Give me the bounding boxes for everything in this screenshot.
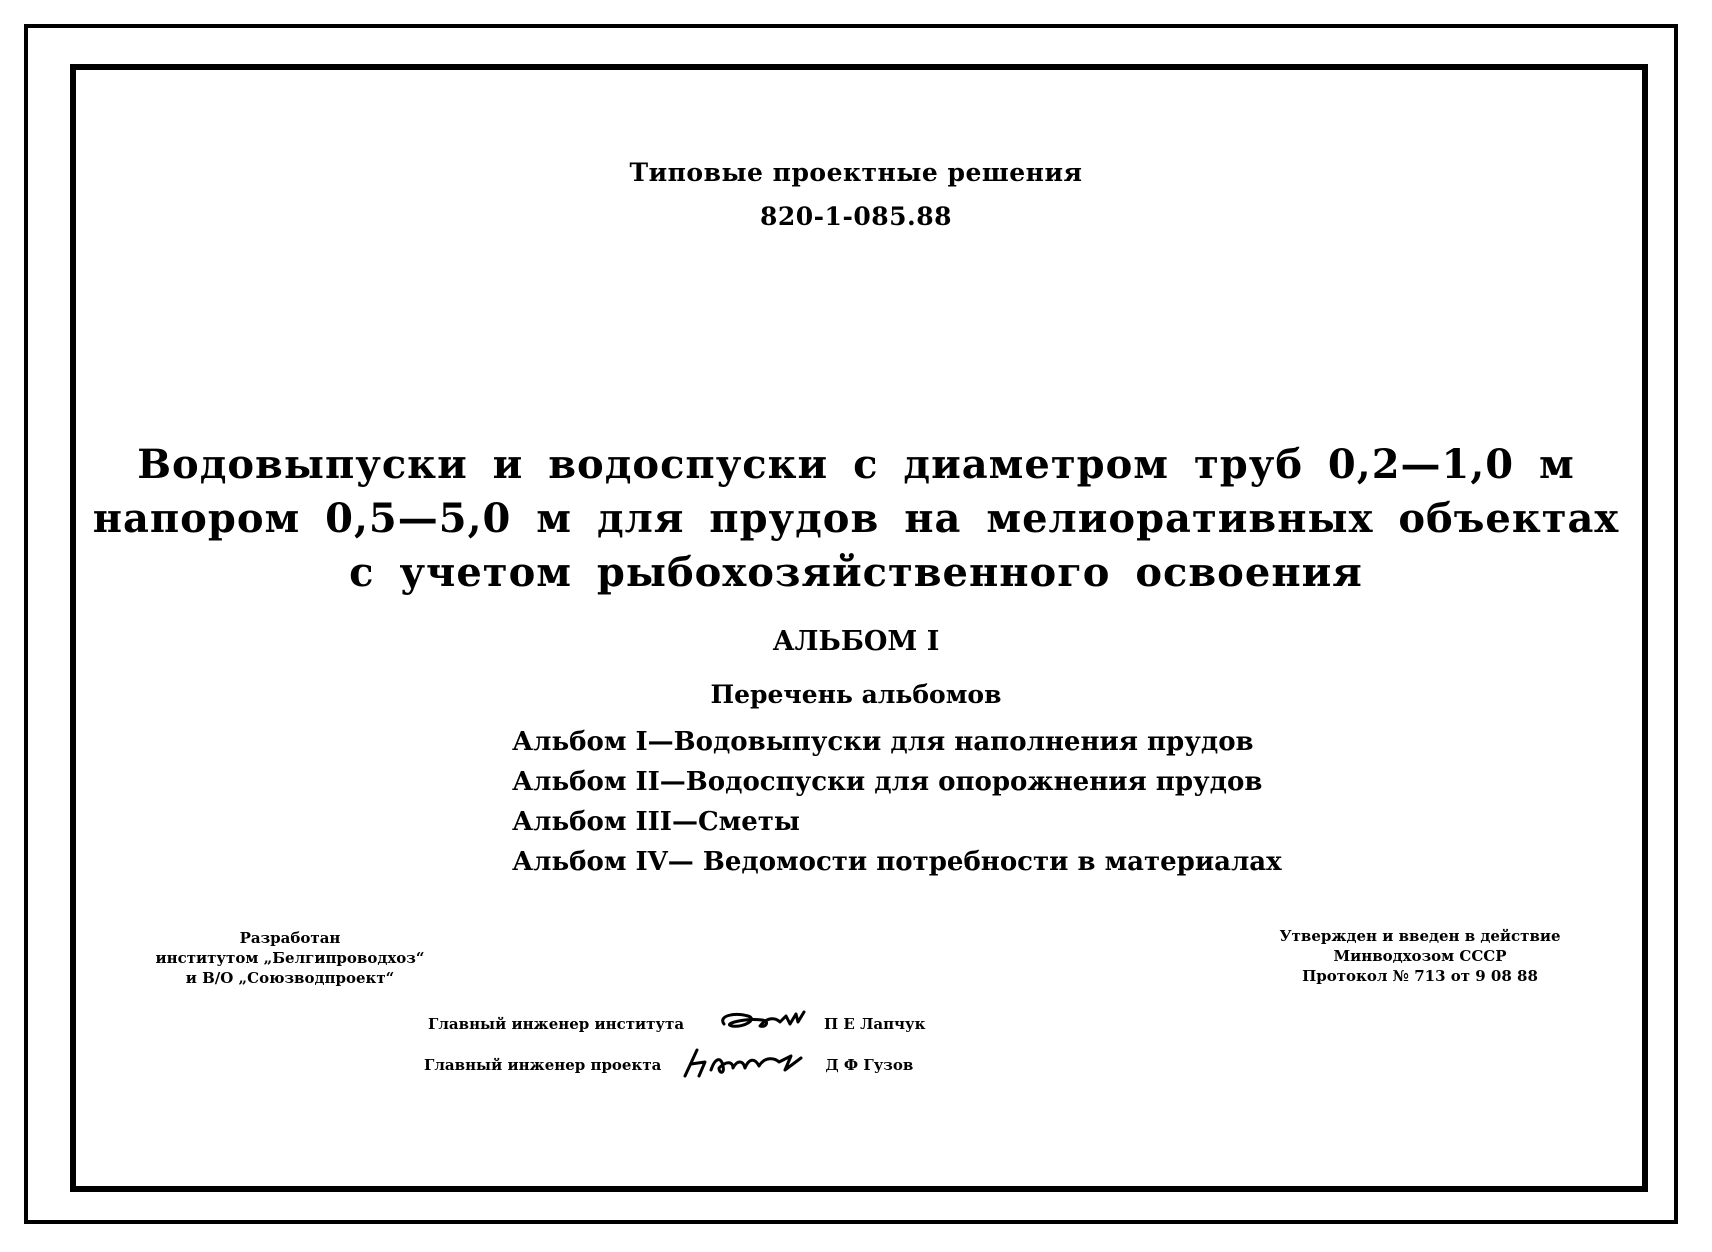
album-heading: АЛЬБОМ I — [772, 626, 940, 657]
approval-line-2: Минводхозом СССР — [1333, 947, 1507, 965]
list-item: Альбом III—Сметы — [512, 807, 800, 837]
title-line-1: Водовыпуски и водоспуски с диаметром труб 0,2—1,0 м — [137, 441, 1575, 488]
developed-by-block — [150, 928, 430, 988]
signature-role: Главный инженер проекта — [424, 1055, 662, 1074]
approval-block — [1230, 926, 1610, 986]
developed-line-3: и В/О „Союзводпроект“ — [185, 969, 395, 987]
developed-line-1: Разработан — [239, 929, 341, 947]
document-code: 820-1-085.88 — [759, 202, 952, 231]
album-list-heading: Перечень альбомов — [710, 680, 1002, 709]
list-item: Альбом IV— Ведомости потребности в материалах — [512, 847, 1282, 877]
title-line-3: с учетом рыбохозяйственного освоения — [349, 549, 1363, 596]
developed-line-2: институтом „Белгипроводхоз“ — [155, 949, 425, 967]
album-list — [512, 722, 1282, 882]
signature-row-1 — [428, 1006, 925, 1041]
approval-line-1: Утвержден и введен в действие — [1279, 927, 1561, 945]
list-item: Альбом I—Водовыпуски для наполнения прудов — [512, 727, 1254, 757]
signature-role: Главный инженер института — [428, 1014, 685, 1033]
signatory-name: Д Ф Гузов — [825, 1055, 914, 1074]
approval-line-3: Протокол № 713 от 9 08 88 — [1302, 967, 1538, 985]
signature-row-2 — [424, 1044, 913, 1085]
title-line-2: напором 0,5—5,0 м для прудов на мелиоративных объектах — [92, 495, 1620, 542]
series-title: Типовые проектные решения — [629, 158, 1083, 187]
handwritten-signature-1 — [714, 1006, 814, 1041]
signatory-name: П Е Лапчук — [824, 1014, 926, 1033]
main-title — [0, 438, 1712, 600]
handwritten-signature-2 — [679, 1044, 809, 1085]
list-item: Альбом II—Водоспуски для опорожнения прудов — [512, 767, 1263, 797]
